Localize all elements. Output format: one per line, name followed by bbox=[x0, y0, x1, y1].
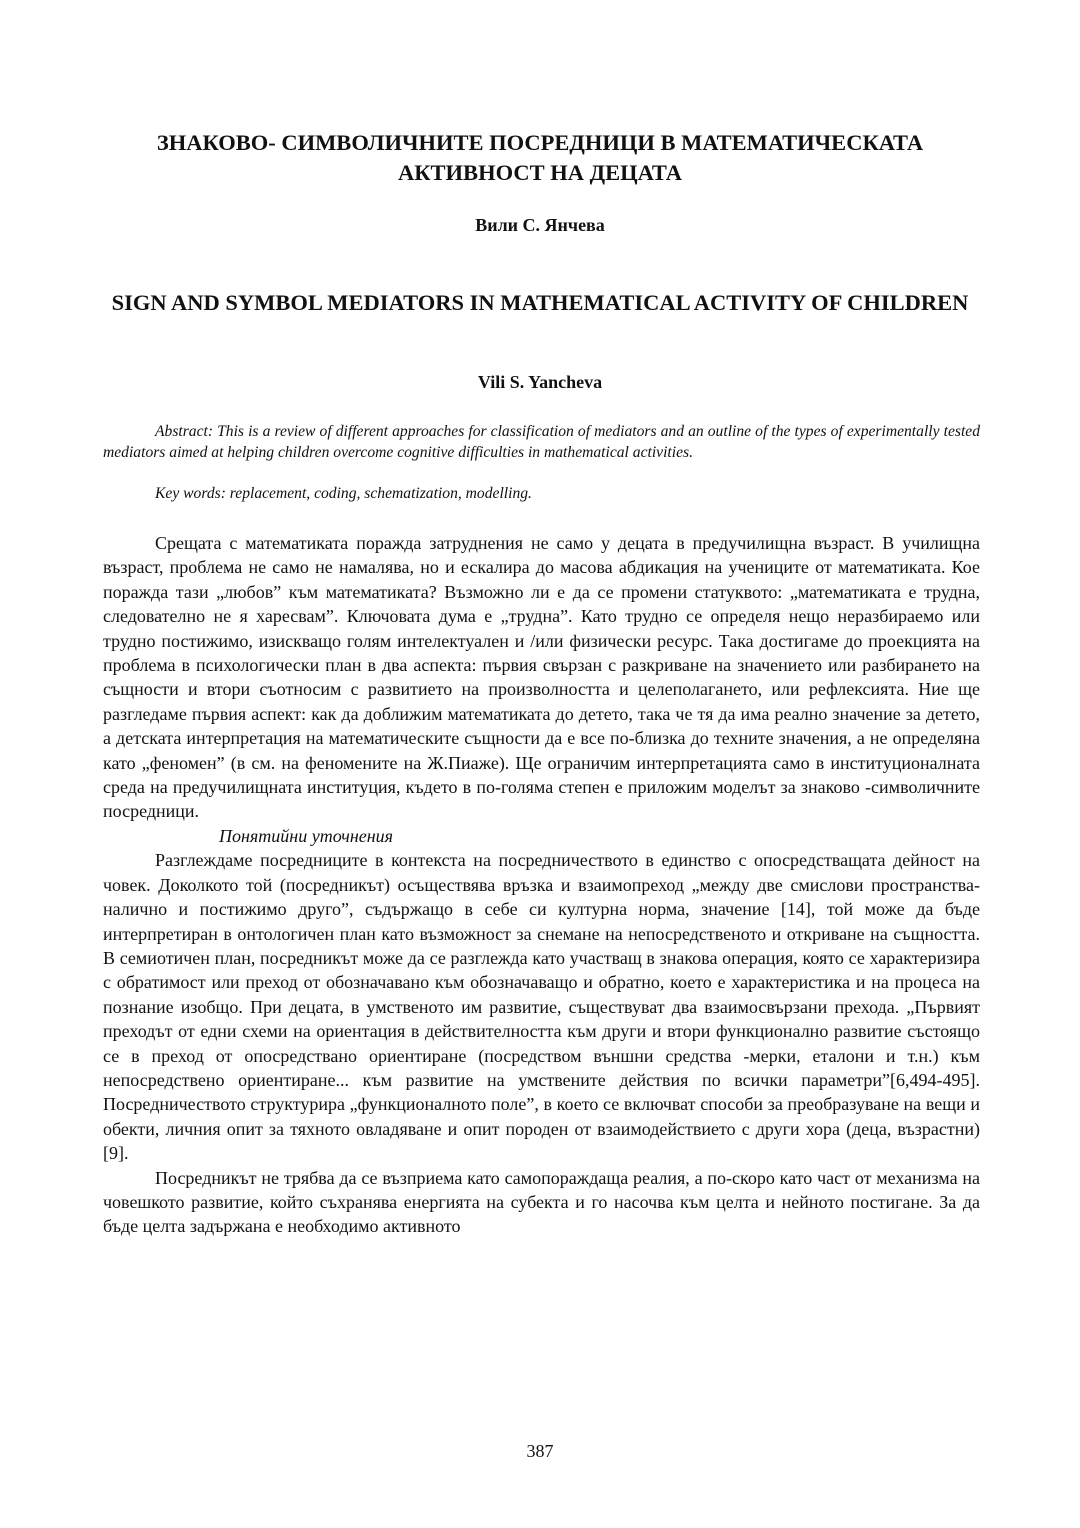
paragraph-1: Срещата с математиката поражда затруднения не само у децата в предучилищна възраст. В училищна възраст, проблема не само не намалява, но и ескалира до масова абдикация на учениците от математиката. Кое поражда тази „любов” към математиката? Възможно ли е да се промени статуквото: „математиката е трудна, следователно не я харесвам”. Ключовата дума е „трудна”. Като трудно се определя нещо неразбираемо или трудно постижимо, изискващо голям интелектуален и /или физически ресурс. Така достигаме до проекцията на проблема в психологически план в два аспекта: първия свързан с разкриване на значението или разбирането на същности и втори съотносим с развитието на произволността и целеполагането, или рефлексията. Ние ще разгледаме първия аспект: как да доближим математиката до детето, така че тя да има реално значение за детето, а детската интерпретация на математическите същности да е все по-близка до техните значения, а не определяна като „феномен” (в см. на феномените на Ж.Пиаже). Ще ограничим интерпретацията само в институционалната среда на предучилищната институция, където в по-голяма степен е приложим моделът за знаково -символичните посредници. bbox=[103, 533, 980, 822]
paragraph-2: Разглеждаме посредниците в контекста на посредничеството в единство с опосредстващата дейност на човек. Доколкото той (посредникът) осъществява връзка и взаимопреход „между две смислови пространства- налично и постижимо друго”, съдържащо в себе си културна норма, значение [14], той може да бъде интерпретиран в онтологичен план като възможност за снемане на непосредственото и откриване на същността. В семиотичен план, посредникът може да се разглежда като участващ в знакова операция, която се характеризира с обратимост или преход от обозначавано към обозначаващо и обратно, което е характеристика и на процеса на познание изобщо. При децата, в умственото им развитие, съществуват два взаимосвързани прехода. „Първият преходът от едни схеми на ориентация в действителността към други и втори функционално развитие състоящо се в преход от опосредствано ориентиране (посредством външни средства -мерки, еталони и т.н.) към непосредствено ориентиране... към развитие на умствените действия по всички параметри”[6,494-495]. Посредничеството структурира „функционалното поле”, в което се включват способи за преобразуване на вещи и обекти, личния опит за тяхното овладяване и опит породен от взаимодействието с други хора (деца, възрастни)[9]. bbox=[103, 850, 980, 1164]
abstract: Abstract: This is a review of different approaches for classification of mediators and an outline of the types of experimentally tested mediators aimed at helping children overcome cognitive difficulties in mathematical activities. bbox=[103, 423, 980, 461]
paragraph-3: Посредникът не трябва да се възприема като самопораждаща реалия, а по-скоро като част от механизма на човешкото развитие, който съхранява енергията на субекта и го насочва към целта и нейното постигане. За да бъде целта задържана е необходимо активното bbox=[103, 1167, 980, 1237]
page-number: 387 bbox=[526, 1441, 554, 1461]
author-name-english: Vili S. Yancheva bbox=[477, 372, 603, 392]
page-title-bulgarian: ЗНАКОВО- СИМВОЛИЧНИТЕ ПОСРЕДНИЦИ В МАТЕМАТИЧЕСКАТА АКТИВНОСТ НА ДЕЦАТА bbox=[156, 130, 924, 185]
section-subheading: Понятийни уточнения bbox=[219, 825, 394, 846]
page-title-english: SIGN AND SYMBOL MEDIATORS IN MATHEMATICAL ACTIVITY OF CHILDREN bbox=[111, 290, 969, 315]
author-name-bulgarian: Вили С. Янчева bbox=[475, 215, 605, 235]
keywords: Key words: replacement, coding, schematization, modelling. bbox=[155, 485, 532, 502]
body-text bbox=[103, 531, 980, 1239]
